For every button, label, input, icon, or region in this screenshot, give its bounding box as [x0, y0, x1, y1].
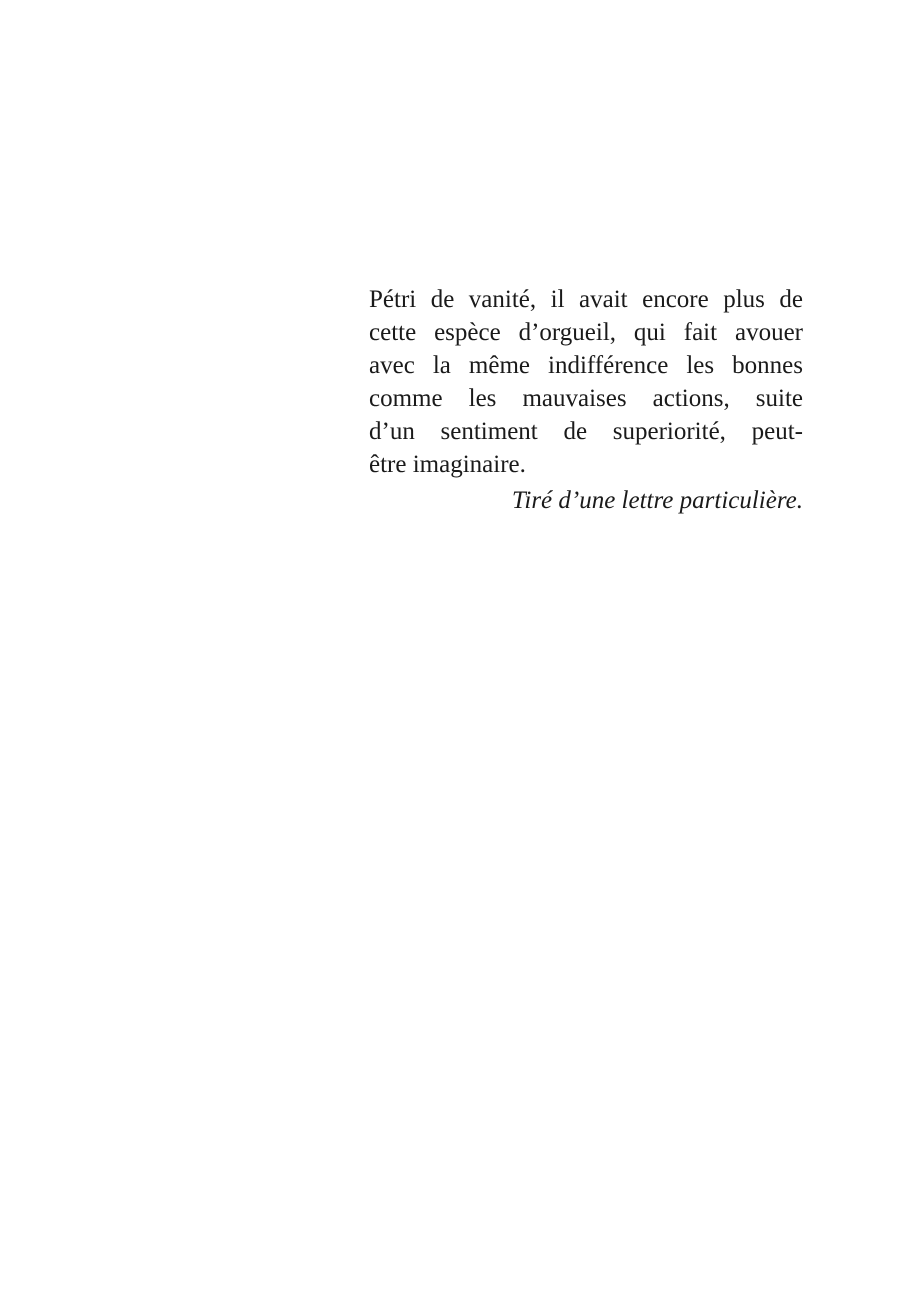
epigraph-block: [369, 283, 803, 517]
epigraph-line: cette espèce d’orgueil, qui fait avouer: [369, 319, 803, 346]
epigraph-line: être imaginaire.: [369, 451, 526, 478]
epigraph-line: comme les mauvaises actions, suite: [369, 385, 803, 412]
epigraph-line: Pétri de vanité, il avait encore plus de: [369, 286, 803, 313]
epigraph-line: d’un sentiment de superiorité, peut-: [369, 418, 803, 445]
epigraph-line: avec la même indifférence les bonnes: [369, 352, 803, 379]
epigraph-attribution: Tiré d’une lettre particulière.: [511, 487, 803, 514]
